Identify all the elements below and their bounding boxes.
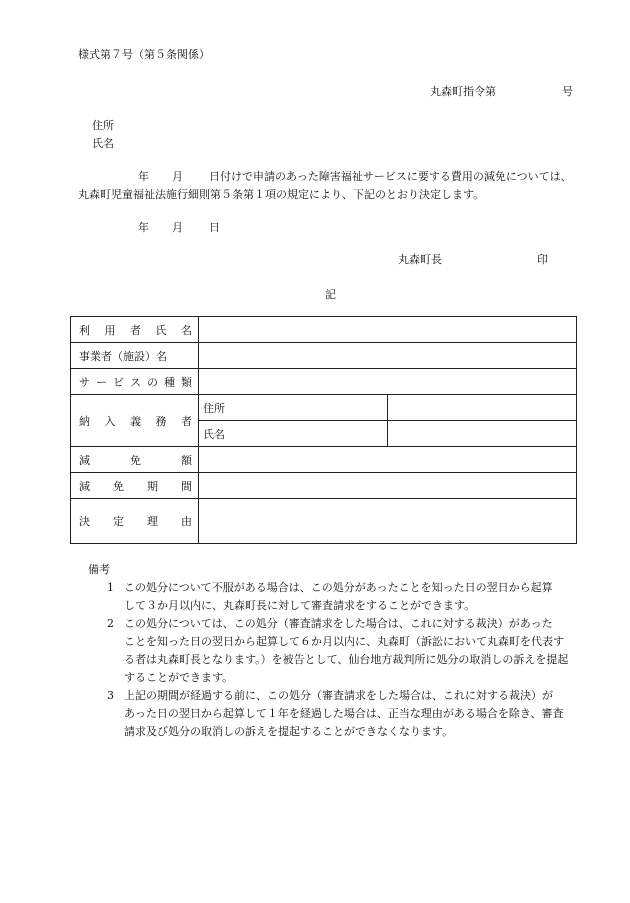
- decision-reason-value[interactable]: [199, 499, 577, 544]
- reduction-period-label: 減 免 期 間: [71, 473, 199, 499]
- remark-item: 1 この処分について不服がある場合は、この処分があったことを知った日の翌日から起算 して３か月以内に、丸森町長に対して審査請求をすることができます。: [107, 581, 553, 612]
- reduction-amount-value[interactable]: [199, 447, 577, 473]
- obligor-name-value[interactable]: [388, 421, 577, 447]
- obligor-name-label: 氏名: [199, 421, 388, 447]
- service-type-label: サ ー ビ ス の 種 類: [71, 369, 199, 395]
- facility-label: 事業者（施設）名: [71, 343, 199, 369]
- doc-number-suffix: 号: [562, 85, 573, 98]
- user-name-label: 利 用 者 氏 名: [71, 317, 199, 343]
- remarks-title: 備考: [88, 563, 110, 576]
- date-day: 日: [209, 221, 220, 234]
- facility-value[interactable]: [199, 343, 577, 369]
- decision-reason-label: 決 定 理 由: [71, 499, 199, 544]
- remark-item: 2 この処分については、この処分（審査請求をした場合は、これに対する裁決）があった ことを知った日の翌日から起算して６か月以内に、丸森町（訴訟において丸森町を代表す る者は丸森町長となります。）を被告として、仙台地方裁判所に処分の取消しの訴えを提起 することができます。: [107, 617, 569, 684]
- remarks: [88, 561, 588, 741]
- body-text-line2: 丸森町児童福祉法施行細則第５条第１項の規定により、下記のとおり決定します。: [78, 188, 485, 201]
- reduction-period-value[interactable]: [199, 473, 577, 499]
- decision-table: [70, 316, 577, 544]
- issuer-seal: 印: [537, 253, 548, 266]
- doc-number-prefix: 丸森町指令第: [430, 85, 496, 98]
- date-year: 年: [138, 221, 149, 234]
- obligor-address-label: 住所: [199, 395, 388, 421]
- addressee-address-label: 住所: [92, 119, 114, 132]
- user-name-value[interactable]: [199, 317, 577, 343]
- body-text-line1: 日付けで申請のあった障害福祉サービスに要する費用の減免については、: [209, 170, 572, 183]
- addressee-name-label: 氏名: [92, 137, 114, 150]
- form-number: 様式第７号（第５条関係）: [78, 48, 210, 61]
- service-type-value[interactable]: [199, 369, 577, 395]
- reduction-amount-label: 減 免 額: [71, 447, 199, 473]
- body-year: 年: [138, 170, 149, 183]
- date-month: 月: [172, 221, 183, 234]
- obligor-label: 納 入 義 務 者: [71, 395, 199, 447]
- ki-heading: 記: [325, 288, 336, 301]
- issuer-title: 丸森町長: [398, 253, 442, 266]
- remark-item: 3 上記の期間が経過する前に、この処分（審査請求をした場合は、これに対する裁決）が あった日の翌日から起算して１年を経過した場合は、正当な理由がある場合を除き、審査 請求及び処分の取消しの訴えを提起することができなくなります。: [107, 689, 564, 738]
- obligor-address-value[interactable]: [388, 395, 577, 421]
- body-month: 月: [172, 170, 183, 183]
